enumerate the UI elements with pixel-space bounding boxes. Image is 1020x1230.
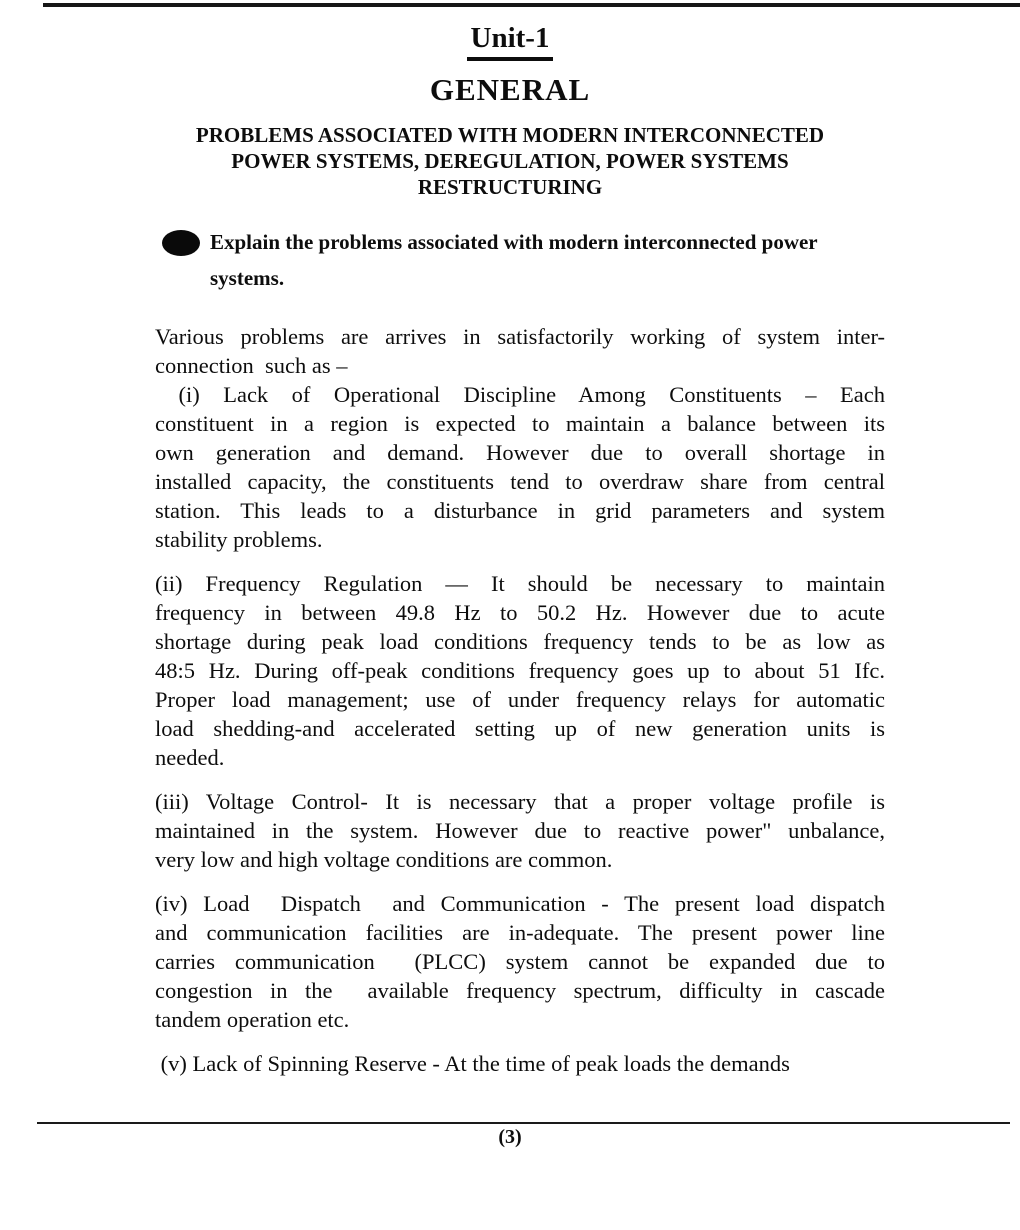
unit-title-text: Unit-1	[467, 22, 554, 61]
text-line: connection such as –	[155, 353, 348, 378]
text-line: (iv) Load Dispatch and Communication - The present load dispatch	[155, 891, 885, 916]
paragraph	[155, 380, 885, 554]
subtitle-line: POWER SYSTEMS, DEREGULATION, POWER SYSTEMS	[231, 149, 789, 173]
text-line: carries communication (PLCC) system cannot be expanded due to	[155, 949, 885, 974]
text-line: Proper load management; use of under frequency relays for automatic	[155, 687, 885, 712]
paragraph	[155, 1049, 885, 1078]
footer-rule	[37, 1122, 1010, 1124]
text-line: load shedding-and accelerated setting up of new generation units is	[155, 716, 885, 741]
text-line: constituent in a region is expected to maintain a balance between its	[155, 411, 885, 436]
paragraph	[155, 569, 885, 772]
text-line: tandem operation etc.	[155, 1007, 350, 1032]
paragraph	[155, 787, 885, 874]
text-line: own generation and demand. However due to overall shortage in	[155, 440, 885, 465]
unit-title	[0, 22, 1020, 61]
question-text	[210, 224, 900, 296]
top-rule	[43, 3, 1020, 7]
paragraph	[155, 322, 885, 380]
text-line: station. This leads to a disturbance in grid parameters and system	[155, 498, 885, 523]
section-title: GENERAL	[429, 72, 591, 107]
paragraph	[155, 889, 885, 1034]
text-line: Various problems are arrives in satisfactorily working of system inter-	[155, 324, 885, 349]
text-line: (v) Lack of Spinning Reserve - At the time of peak loads the demands	[155, 1051, 790, 1076]
text-line: (i) Lack of Operational Discipline Among Constituents – Each	[155, 382, 885, 407]
text-line: congestion in the available frequency spectrum, difficulty in cascade	[155, 978, 885, 1003]
text-line: shortage during peak load conditions frequency tends to be as low as	[155, 629, 885, 654]
question-line: Explain the problems associated with modern interconnected power	[210, 230, 818, 254]
body-text	[155, 322, 885, 1078]
question-line: systems.	[210, 266, 285, 290]
subtitle-line: PROBLEMS ASSOCIATED WITH MODERN INTERCONNECTED	[195, 123, 825, 147]
text-line: very low and high voltage conditions are common.	[155, 847, 613, 872]
text-line: (ii) Frequency Regulation — It should be necessary to maintain	[155, 571, 885, 596]
text-line: frequency in between 49.8 Hz to 50.2 Hz. However due to acute	[155, 600, 885, 625]
text-line: stability problems.	[155, 527, 323, 552]
subtitle-line: RESTRUCTURING	[417, 175, 603, 199]
text-line: (iii) Voltage Control- It is necessary that a proper voltage profile is	[155, 789, 885, 814]
text-line: needed.	[155, 745, 225, 770]
text-line: and communication facilities are in-adequate. The present power line	[155, 920, 885, 945]
text-line: installed capacity, the constituents tend to overdraw share from central	[155, 469, 885, 494]
subtitle	[0, 122, 1020, 200]
bullet-icon	[162, 230, 200, 256]
text-line: maintained in the system. However due to reactive power" unbalance,	[155, 818, 885, 843]
text-line: 48:5 Hz. During off-peak conditions frequency goes up to about 51 Ifc.	[155, 658, 885, 683]
page-number: (3)	[498, 1126, 522, 1148]
